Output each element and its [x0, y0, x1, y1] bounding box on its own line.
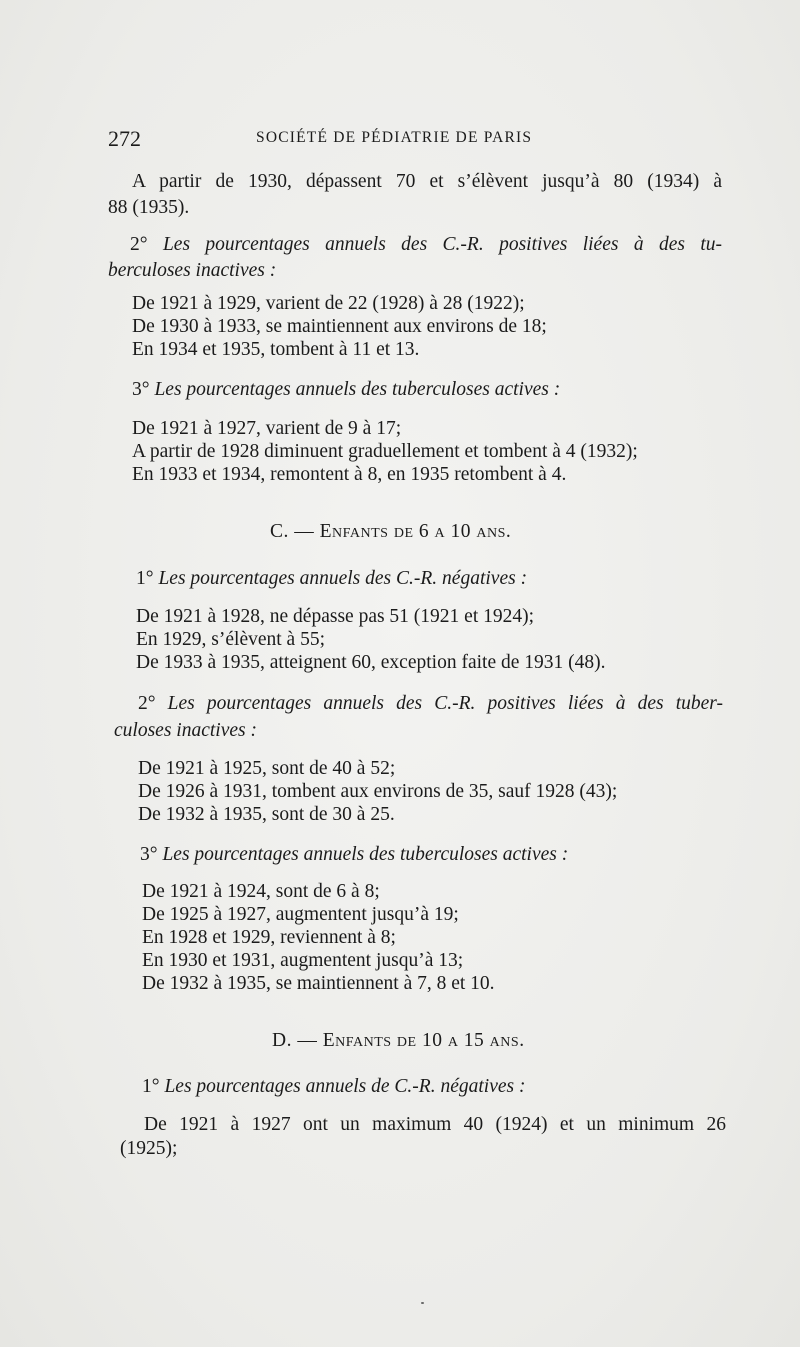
ordinal: 1° — [136, 568, 159, 589]
subheading-text: Les pourcentages annuels de C.-R. négatives : — [164, 1076, 526, 1097]
text-line: De 1921 à 1925, sont de 40 à 52; — [138, 758, 396, 779]
text-line: En 1928 et 1929, reviennent à 8; — [142, 927, 396, 948]
text-line: De 1921 à 1927 ont un maximum 40 (1924) et un minimum 26 — [144, 1114, 726, 1135]
subheading-text: Les pourcentages annuels des tuberculoses actives : — [154, 379, 561, 400]
running-title: SOCIÉTÉ DE PÉDIATRIE DE PARIS — [256, 129, 533, 146]
text-line: De 1932 à 1935, se maintiennent à 7, 8 et 10. — [142, 973, 495, 994]
ordinal: 3° — [140, 844, 163, 865]
subheading-line: berculoses inactives : — [108, 260, 277, 281]
text-line: En 1933 et 1934, remontent à 8, en 1935 retombent à 4. — [132, 464, 567, 485]
text-line: De 1932 à 1935, sont de 30 à 25. — [138, 804, 395, 825]
text-line: De 1921 à 1927, varient de 9 à 17; — [132, 418, 402, 439]
text-line: A partir de 1928 diminuent graduellement et tombent à 4 (1932); — [132, 441, 638, 462]
text-line: De 1925 à 1927, augmentent jusqu’à 19; — [142, 904, 459, 925]
ordinal: 1° — [142, 1076, 165, 1097]
speck-mark — [421, 1302, 424, 1304]
subheading-line — [138, 692, 723, 716]
text-line: En 1929, s’élèvent à 55; — [136, 629, 325, 650]
text-line: De 1926 à 1931, tombent aux environs de 35, sauf 1928 (43); — [138, 781, 618, 802]
text-line: De 1933 à 1935, atteignent 60, exception faite de 1931 (48). — [136, 652, 606, 673]
page-header — [108, 126, 720, 156]
text-line: (1925); — [120, 1138, 178, 1159]
subheading-line — [142, 1075, 525, 1099]
subheading-text: Les pourcentages annuels des C.-R. positives liées à des tu- — [162, 234, 722, 255]
subheading-text: Les pourcentages annuels des C.-R. négatives : — [158, 568, 528, 589]
section-heading-d: D. — Enfants de 10 a 15 ans. — [272, 1030, 525, 1051]
subheading-line — [140, 843, 568, 867]
section-heading-c: C. — Enfants de 6 a 10 ans. — [270, 521, 512, 542]
text-line: De 1921 à 1928, ne dépasse pas 51 (1921 et 1924); — [136, 606, 535, 627]
text-line: De 1921 à 1929, varient de 22 (1928) à 28 (1922); — [132, 293, 525, 314]
subheading-line — [130, 233, 722, 257]
ordinal: 2° — [138, 693, 168, 714]
text-line: De 1930 à 1933, se maintiennent aux environs de 18; — [132, 316, 547, 337]
ordinal: 2° — [130, 234, 163, 255]
subheading-line: culoses inactives : — [114, 720, 257, 741]
text-line: En 1934 et 1935, tombent à 11 et 13. — [132, 339, 420, 360]
subheading-text: Les pourcentages annuels des C.-R. positives liées à des tuber- — [167, 693, 723, 714]
page-number: 272 — [108, 126, 141, 151]
text-line: De 1921 à 1924, sont de 6 à 8; — [142, 881, 380, 902]
text-line: 88 (1935). — [108, 197, 190, 218]
subheading-line — [136, 567, 527, 591]
text-line: En 1930 et 1931, augmentent jusqu’à 13; — [142, 950, 464, 971]
ordinal: 3° — [132, 379, 155, 400]
text-line: A partir de 1930, dépassent 70 et s’élèvent jusqu’à 80 (1934) à — [132, 171, 722, 192]
subheading-line — [132, 378, 560, 402]
subheading-text: Les pourcentages annuels des tuberculoses actives : — [162, 844, 569, 865]
